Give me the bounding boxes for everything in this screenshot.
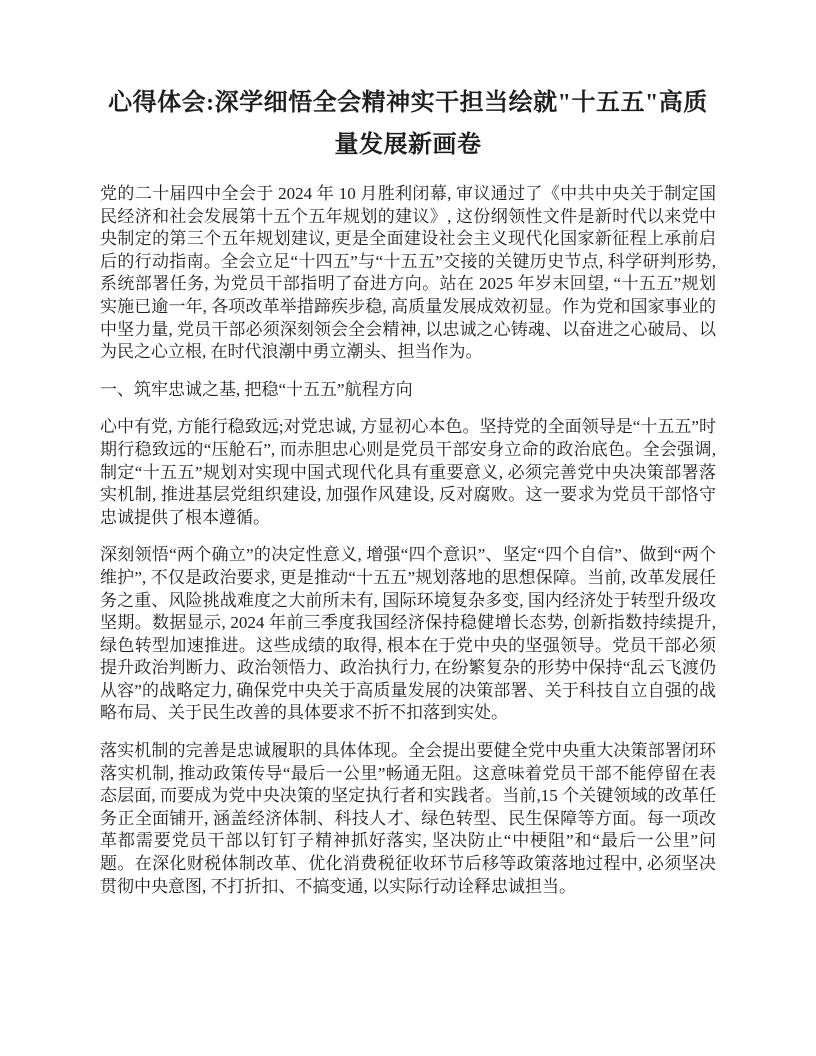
paragraph-intro: 党的二十届四中全会于 2024 年 10 月胜利闭幕, 审议通过了《中共中央关于制定国民经济和社会发展第十五个五年规划的建议》, 这份纲领性文件是新时代以来党中央制定的第三个五年规划建议, 更是全面建设社会主义现代化国家新征程上承前启后的行动指南。全会立足“十四五”与“十五五”交接的关键历史节点, 科学研判形势, 系统部署任务, 为党员干部指明了奋进方向。站在 2025 年岁末回望, “十五五”规划实施已逾一年, 各项改革举措蹄疾步稳, 高质量发展成效初显。作为党和国家事业的中坚力量, 党员干部必须深刻领会全会精神, 以忠诚之心铸魂、以奋进之心破局、以为民之心立根, 在时代浪潮中勇立潮头、担当作为。	[100, 184, 716, 362]
document-title: 心得体会:深学细悟全会精神实干担当绘就"十五五"高质量发展新画卷	[108, 90, 708, 158]
paragraph-body-3: 落实机制的完善是忠诚履职的具体体现。全会提出要健全党中央重大决策部署闭环落实机制, 推动政策传导“最后一公里”畅通无阻。这意味着党员干部不能停留在表态层面, 而要成为党中央决策的坚定执行者和实践者。当前,15 个关键领域的改革任务正全面铺开, 涵盖经济体制、科技人才、绿色转型、民生保障等方面。每一项改革都需要党员干部以钉钉子精神抓好落实, 坚决防止“中梗阻”和“最后一公里”问题。在深化财税体制改革、优化消费税征收环节后移等政策落地过程中, 必须坚决贯彻中央意图, 不打折扣、不搞变通, 以实际行动诠释忠诚担当。	[100, 741, 716, 896]
paragraph-body-2: 深刻领悟“两个确立”的决定性意义, 增强“四个意识”、坚定“四个自信”、做到“两个维护”, 不仅是政治要求, 更是推动“十五五”规划落地的思想保障。当前, 改革发展任务之重、风险挑战难度之大前所未有, 国际环境复杂多变, 国内经济处于转型升级攻坚期。数据显示, 2024 年前三季度我国经济保持稳健增长态势, 创新指数持续提升, 绿色转型加速推进。这些成绩的取得, 根本在于党中央的坚强领导。党员干部必须提升政治判断力、政治领悟力、政治执行力, 在纷繁复杂的形势中保持“乱云飞渡仍从容”的战略定力, 确保党中央关于高质量发展的决策部署、关于科技自立自强的战略布局、关于民生改善的具体要求不折不扣落到实处。	[100, 545, 716, 723]
paragraph-body-1: 心中有党, 方能行稳致远;对党忠诚, 方显初心本色。坚持党的全面领导是“十五五”时期行稳致远的“压舱石”, 而赤胆忠心则是党员干部安身立命的政治底色。全会强调, 制定“十五五”规划对实现中国式现代化具有重要意义, 必须完善党中央决策部署落实机制, 推进基层党组织建设, 加强作风建设, 反对腐败。这一要求为党员干部恪守忠诚提供了根本遵循。	[100, 417, 716, 527]
section-heading-1: 一、筑牢忠诚之基, 把稳“十五五”航程方向	[100, 379, 413, 399]
